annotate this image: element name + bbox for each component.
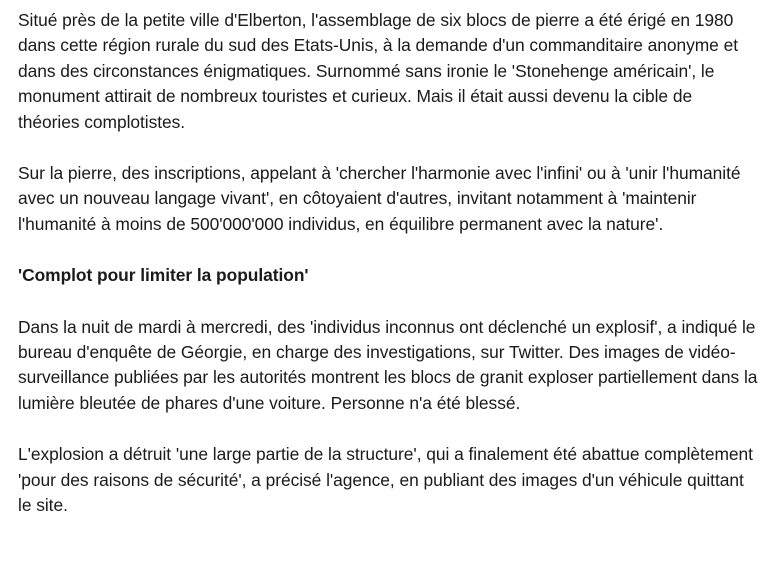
article-paragraph: Dans la nuit de mardi à mercredi, des 'individus inconnus ont déclenché un explosif', a indiqué le bureau d'enquête de Géorgie, en charge des investigations, sur Twitter. Des images de vidéo-surveillance publiées par les autorités montrent les blocs de granit exploser partiellement dans la lumière bleutée de phares d'une voiture. Personne n'a été blessé. xyxy=(18,316,758,413)
article-paragraph: Situé près de la petite ville d'Elberton, l'assemblage de six blocs de pierre a été érigé en 1980 dans cette région rurale du sud des Etats-Unis, à la demande d'un commanditaire anonyme et dans des circonstances énigmatiques. Surnommé sans ironie le 'Stonehenge américain', le monument attirait de nombreux touristes et curieux. Mais il était aussi devenu la cible de théories complotistes. xyxy=(18,10,738,132)
article-paragraph: L'explosion a détruit 'une large partie de la structure', qui a finalement été abattue complètement 'pour des raisons de sécurité', a précisé l'agence, en publiant des images d'un véhicule quittant le site. xyxy=(18,444,753,516)
article-paragraph: Sur la pierre, des inscriptions, appelant à 'chercher l'harmonie avec l'infini' ou à 'unir l'humanité avec un nouveau langage vivant', en côtoyaient d'autres, invitant notamment à 'maintenir l'humanité à moins de 500'000'000 individus, en équilibre permanent avec la nature'. xyxy=(18,163,741,234)
section-subheading: 'Complot pour limiter la population' xyxy=(18,265,309,286)
